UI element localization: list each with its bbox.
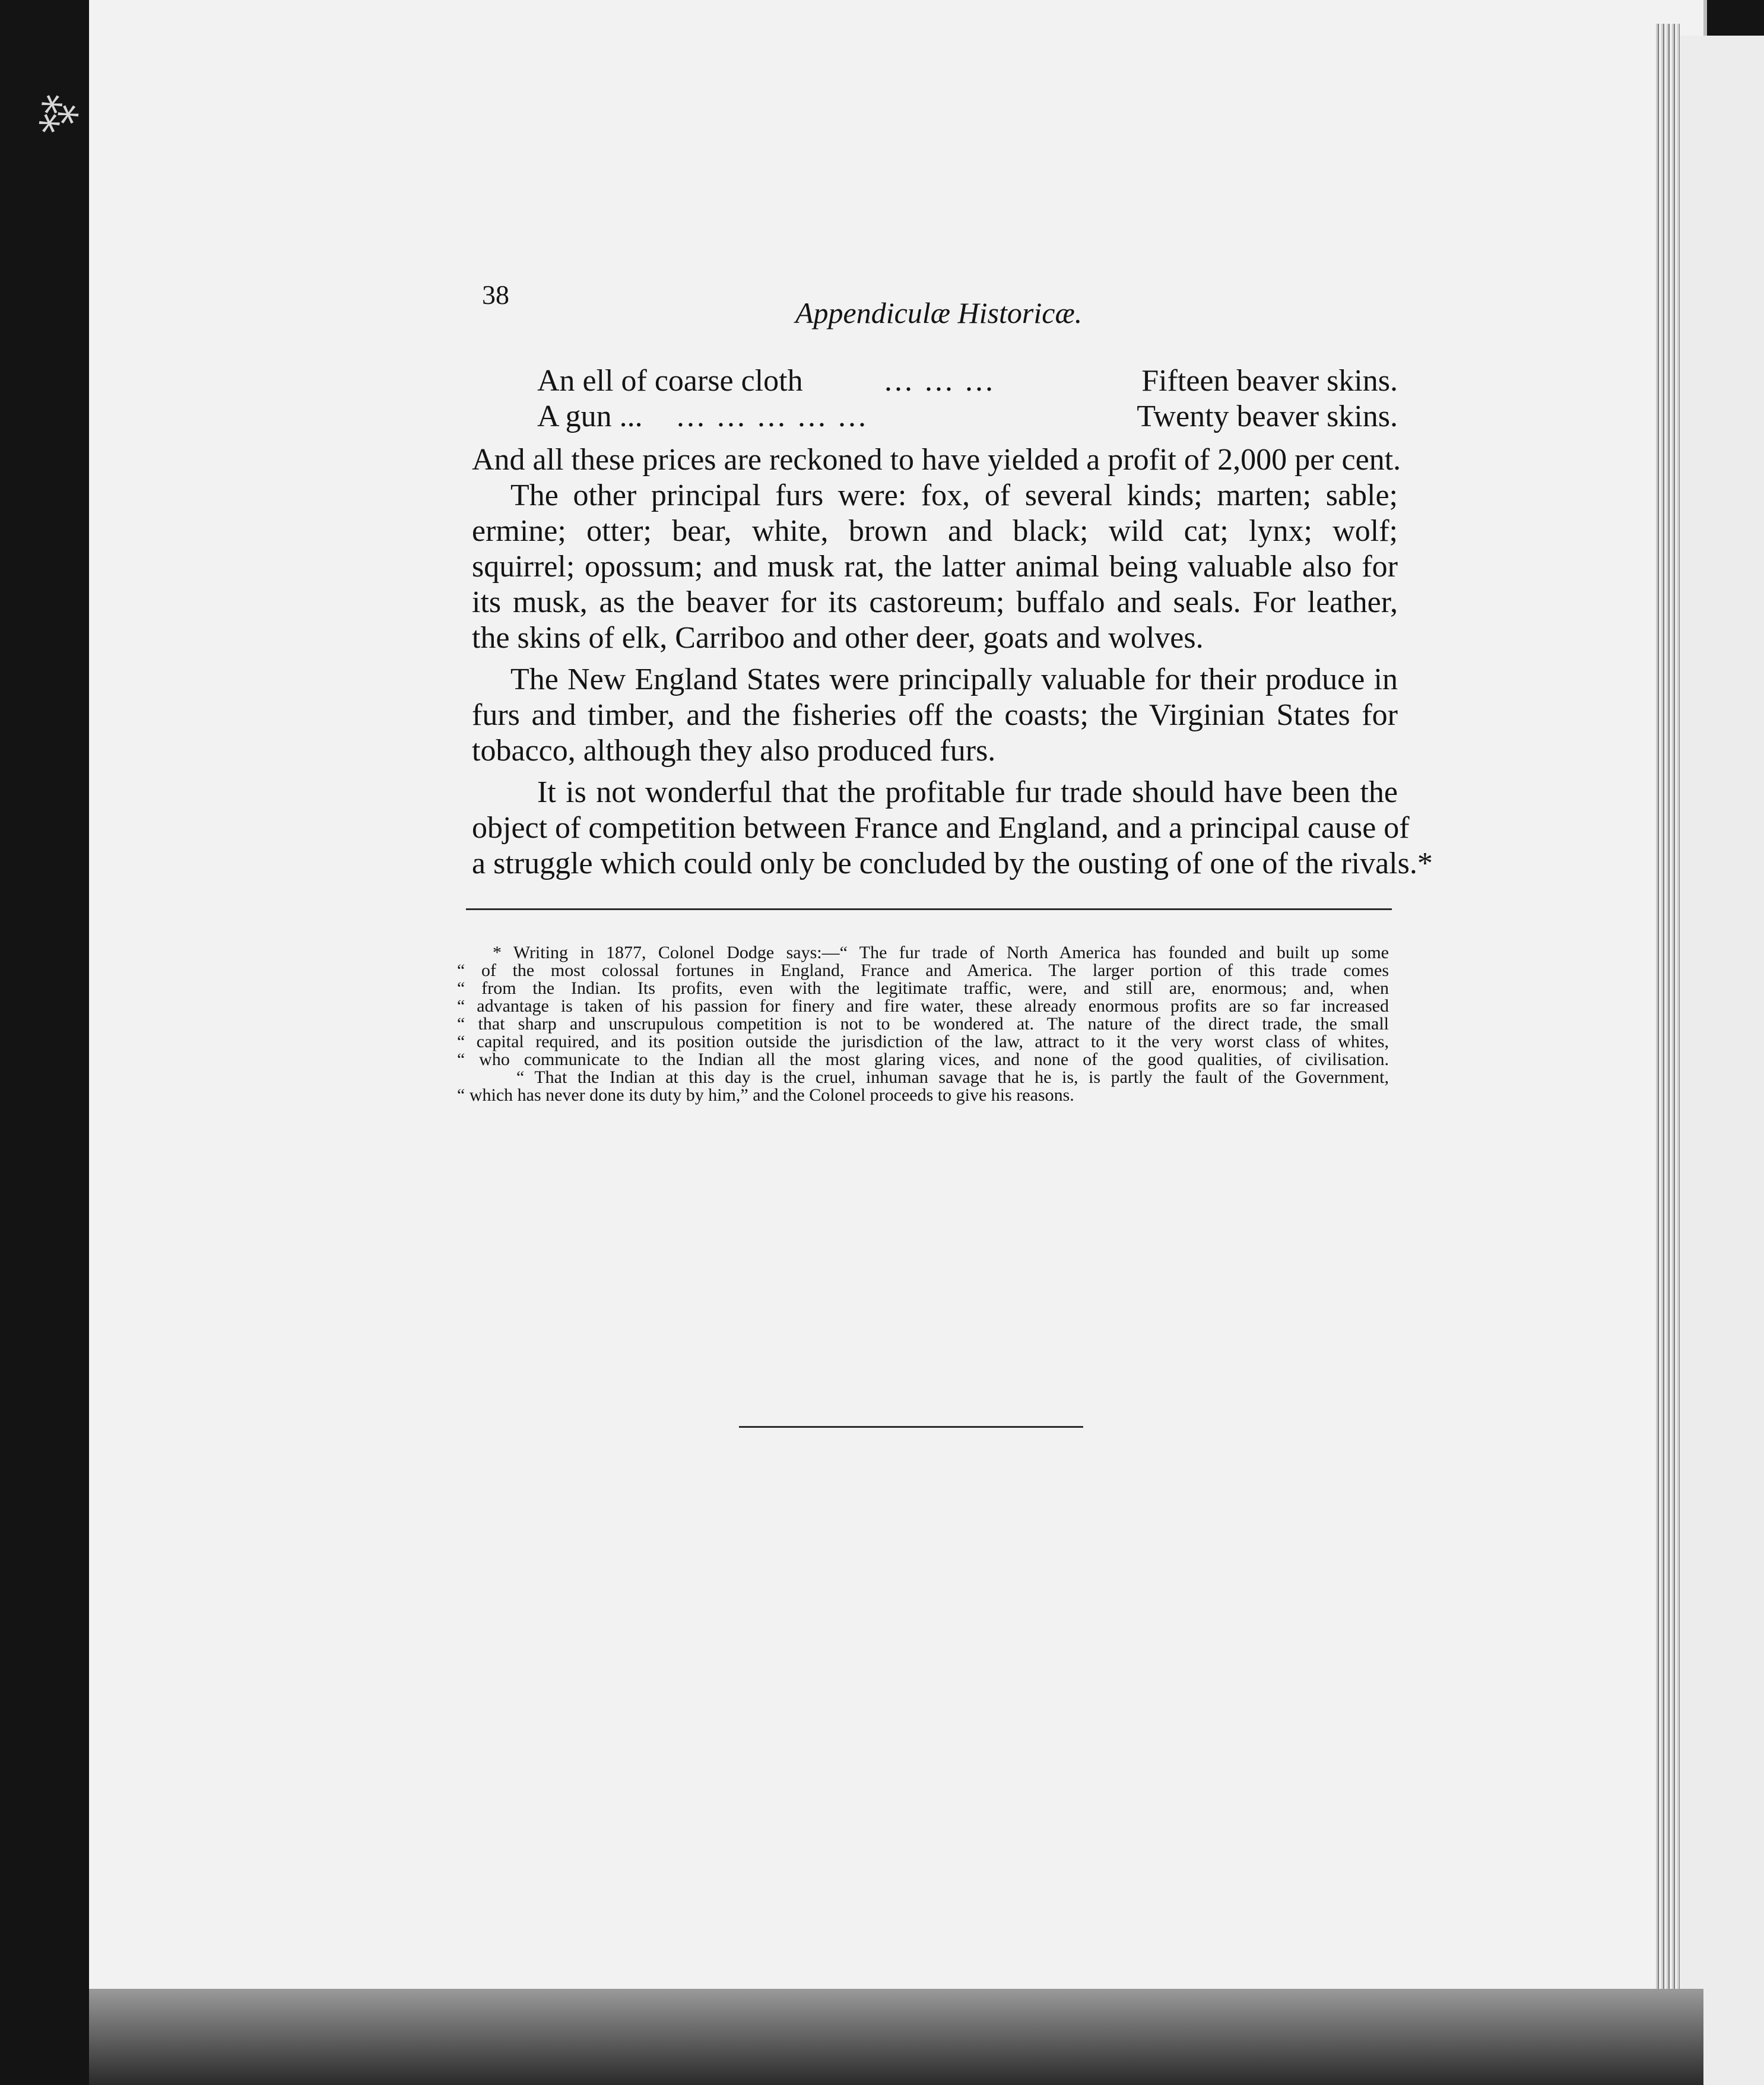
body-line: ermine; otter; bear, white, brown and black; wild cat; lynx; wolf; <box>472 514 1398 548</box>
price-row <box>537 363 1398 399</box>
footnote-line: “ advantage is taken of his passion for finery and fire water, these already enormous profits are so far increased <box>457 996 1389 1016</box>
footnote-line: “ from the Indian. Its profits, even with the legitimate traffic, were, and still are, enormous; and, when <box>457 978 1389 998</box>
price-value: Twenty beaver skins. <box>1137 400 1398 433</box>
footnote-line: “ which has never done its duty by him,” and the Colonel proceeds to give his reasons. <box>457 1085 1074 1105</box>
running-head: Appendiculæ Historicæ. <box>795 296 1083 329</box>
leader-dots: ... ... ... <box>884 364 995 398</box>
price-row <box>537 399 1398 435</box>
body-line: a struggle which could only be concluded by the ousting of one of the rivals.* <box>472 847 1433 880</box>
footnote-line: “ who communicate to the Indian all the most glaring vices, and none of the good qualities, of civilisation. <box>457 1050 1389 1069</box>
price-value: Fifteen beaver skins. <box>1141 364 1398 398</box>
body-line: its musk, as the beaver for its castoreum; buffalo and seals. For leather, <box>472 585 1398 619</box>
footnote-rule <box>466 908 1392 910</box>
footnote-line: “ That the Indian at this day is the cruel, inhuman savage that he is, is partly the fault of the Government, <box>516 1067 1389 1087</box>
footnote-line: “ capital required, and its position outside the jurisdiction of the law, attract to it the very worst class of whites, <box>457 1032 1389 1051</box>
body-line: object of competition between France and England, and a principal cause of <box>472 811 1410 845</box>
footnote-line: * Writing in 1877, Colonel Dodge says:—“ The fur trade of North America has founded and built up some <box>493 943 1389 962</box>
body-line: The other principal furs were: fox, of several kinds; marten; sable; <box>510 479 1398 512</box>
body-line: The New England States were principally valuable for their produce in <box>510 663 1398 696</box>
body-line: the skins of elk, Carriboo and other deer, goats and wolves. <box>472 621 1204 655</box>
end-rule <box>739 1426 1083 1428</box>
footnote-line: “ of the most colossal fortunes in England, France and America. The larger portion of this trade comes <box>457 961 1389 980</box>
bottom-shadow <box>89 1989 1703 2085</box>
leader-dots: ... ... ... ... ... <box>677 400 868 433</box>
next-page-strip <box>1680 36 1764 2085</box>
price-item: A gun ... <box>537 400 643 433</box>
footnote-line: “ that sharp and unscrupulous competition is not to be wondered at. The nature of the direct trade, the small <box>457 1014 1389 1034</box>
body-line: tobacco, although they also produced furs. <box>472 734 996 768</box>
price-item: An ell of coarse cloth <box>537 364 803 398</box>
body-line: It is not wonderful that the profitable fur trade should have been the <box>537 775 1398 809</box>
margin-mark: ⁂ <box>28 84 85 144</box>
page-edges <box>1656 24 1680 2054</box>
page-number: 38 <box>482 280 509 310</box>
body-line: squirrel; opossum; and musk rat, the latter animal being valuable also for <box>472 550 1398 584</box>
body-line: furs and timber, and the fisheries off the coasts; the Virginian States for <box>472 698 1398 732</box>
body-line: And all these prices are reckoned to have yielded a profit of 2,000 per cent. <box>472 443 1401 477</box>
